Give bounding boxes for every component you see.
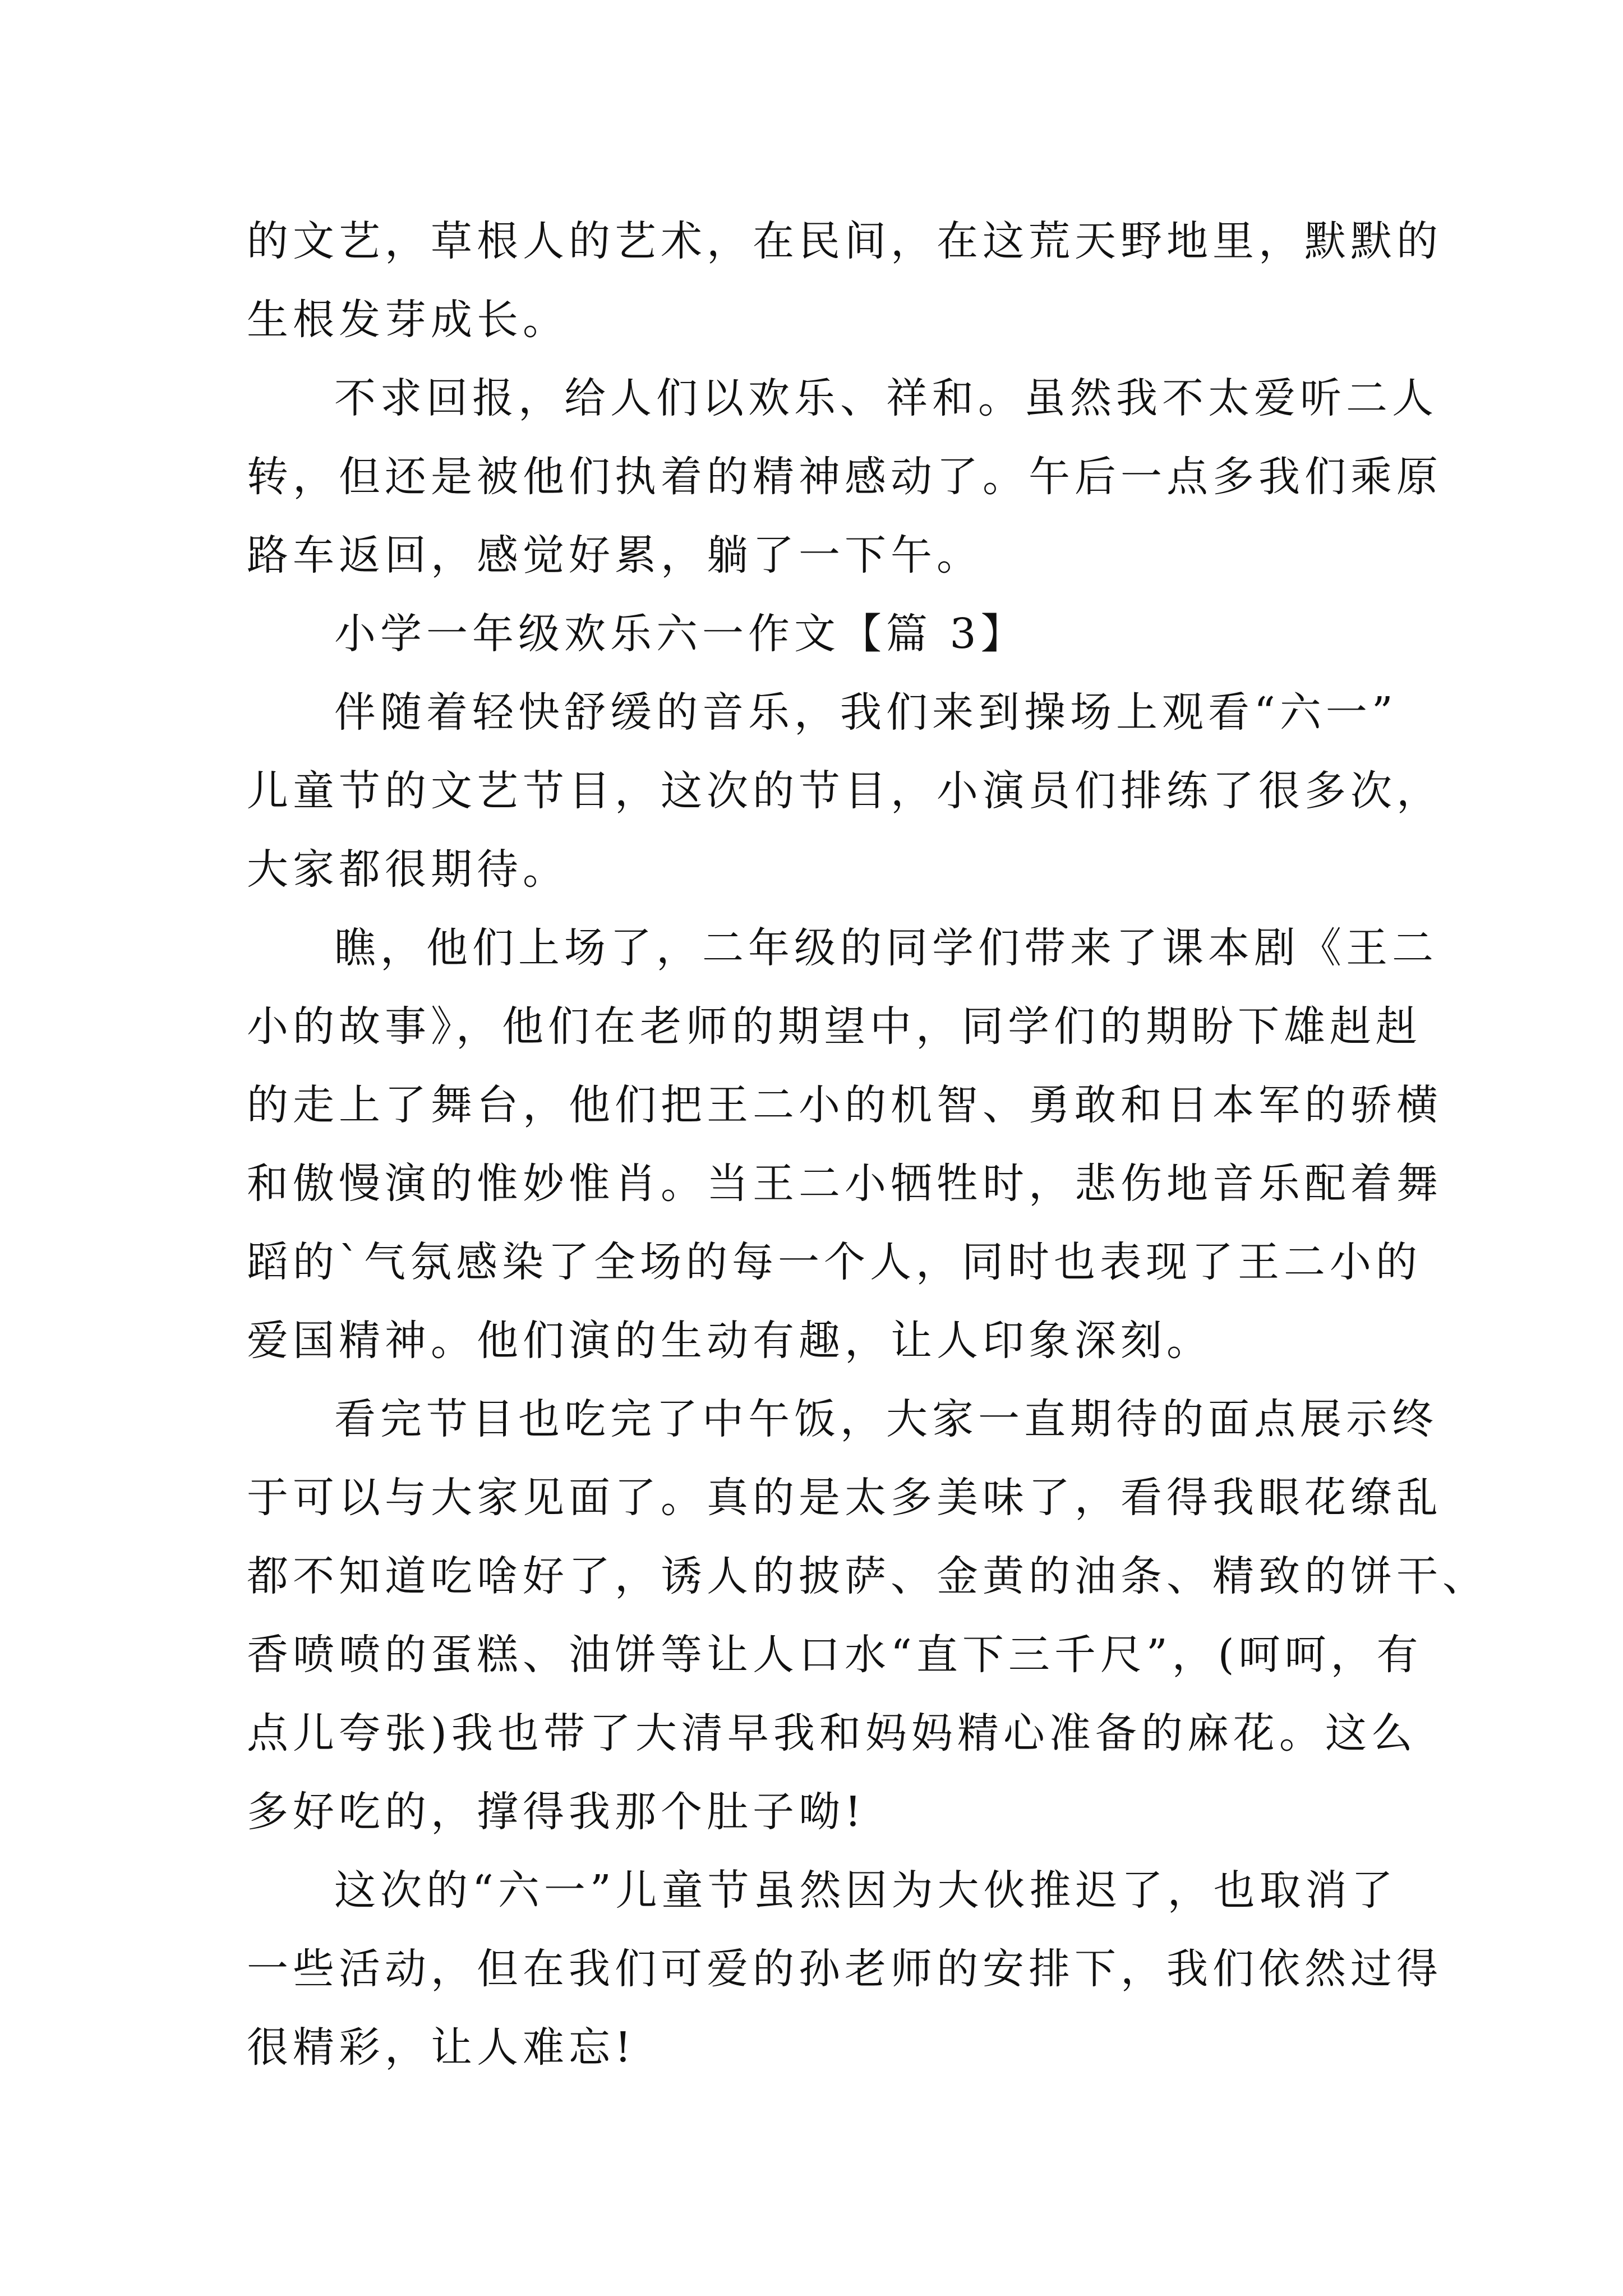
text-line: 大家都很期待。 [247, 845, 569, 894]
text-line: 生根发芽成长。 [247, 296, 569, 344]
text-line: 伴随着轻快舒缓的音乐，我们来到操场上观看“六一” [334, 688, 1398, 737]
text-line: 这次的“六一”儿童节虽然因为大伙推迟了，也取消了 [334, 1866, 1398, 1915]
text-line: 儿童节的文艺节目，这次的节目，小演员们排练了很多次， [247, 767, 1442, 815]
text-line: 的走上了舞台，他们把王二小的机智、勇敢和日本军的骄横 [247, 1081, 1442, 1129]
text-line: 和傲慢演的惟妙惟肖。当王二小牺牲时，悲伤地音乐配着舞 [247, 1159, 1442, 1208]
text-line: 的文艺，草根人的艺术，在民间，在这荒天野地里，默默的 [247, 217, 1442, 265]
text-line: 香喷喷的蛋糕、油饼等让人口水“直下三千尺”，(呵呵，有 [247, 1631, 1423, 1679]
text-line: 点儿夸张)我也带了大清早我和妈妈精心准备的麻花。这么 [247, 1709, 1417, 1757]
text-line: 小的故事》，他们在老师的期望中，同学们的期盼下雄赳赳 [247, 1002, 1422, 1051]
text-line: 瞧，他们上场了，二年级的同学们带来了课本剧《王二 [334, 924, 1438, 972]
text-line: 都不知道吃啥好了，诱人的披萨、金黄的油条、精致的饼干、 [247, 1552, 1488, 1600]
text-line: 于可以与大家见面了。真的是太多美味了，看得我眼花缭乱 [247, 1474, 1442, 1522]
text-line: 路车返回，感觉好累，躺了一下午。 [247, 531, 983, 579]
text-line: 小学一年级欢乐六一作文【篇 3】 [334, 610, 1027, 658]
text-line: 一些活动，但在我们可爱的孙老师的安排下，我们依然过得 [247, 1945, 1442, 1993]
text-line: 爱国精神。他们演的生动有趣，让人印象深刻。 [247, 1317, 1212, 1365]
text-line: 不求回报，给人们以欢乐、祥和。虽然我不太爱听二人 [334, 374, 1438, 422]
text-line: 很精彩，让人难忘! [247, 2023, 636, 2072]
text-line: 看完节目也吃完了中午饭，大家一直期待的面点展示终 [334, 1395, 1438, 1443]
text-line: 蹈的`气氛感染了全场的每一个人，同时也表现了王二小的 [247, 1238, 1422, 1286]
text-line: 多好吃的，撑得我那个肚子呦! [247, 1788, 866, 1836]
text-line: 转，但还是被他们执着的精神感动了。午后一点多我们乘原 [247, 453, 1442, 501]
